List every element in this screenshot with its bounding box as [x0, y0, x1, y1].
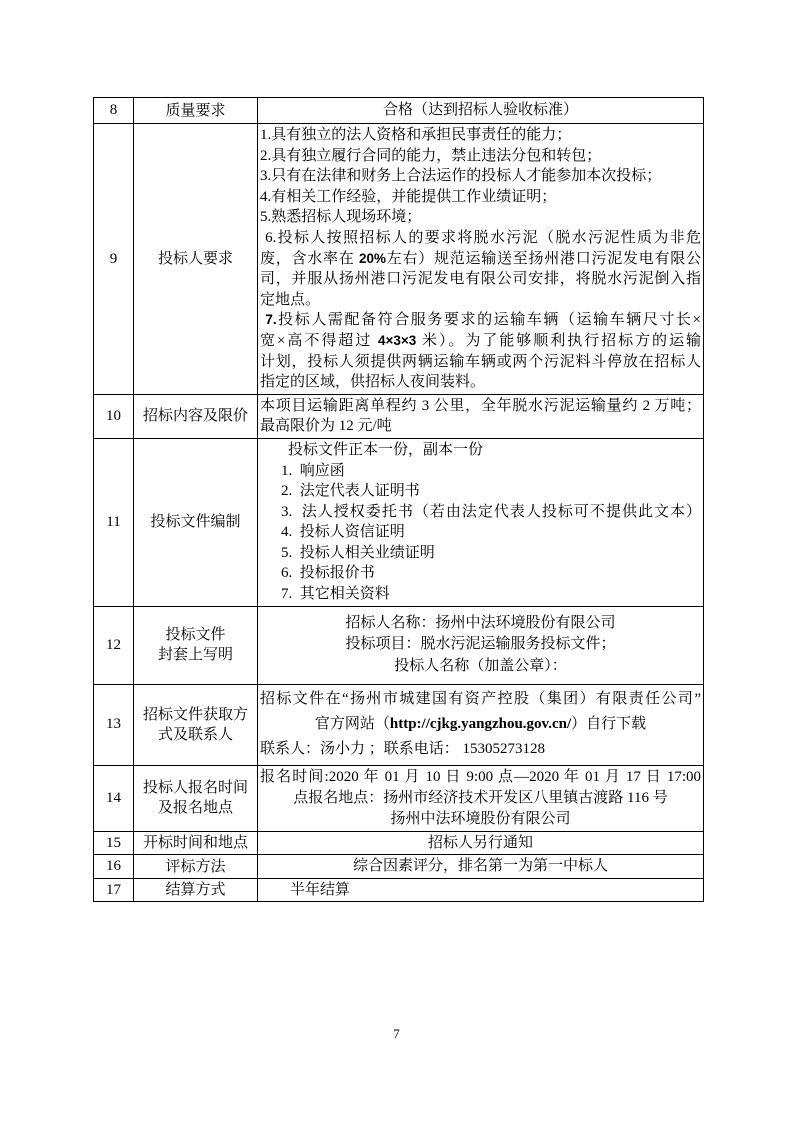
text-run: 废，含水率在 — [260, 250, 359, 267]
vehicle-dimensions-value: 4×3×3 — [377, 332, 417, 348]
registration-company-line: 扬州中法环境股份有限公司 — [390, 810, 571, 827]
bidder-requirement-line: 6.投标人按照招标人的要求将脱水污泥（脱水污泥性质为非危 — [260, 229, 701, 246]
row-content — [258, 98, 704, 124]
row-content — [258, 831, 704, 855]
row-number: 11 — [94, 438, 134, 606]
row-number: 15 — [94, 831, 134, 855]
item-number: 7. — [265, 312, 277, 328]
row-label-line: 招标文件获取方 — [142, 706, 248, 723]
bidder-requirement-line: 3.只有在法律和财务上合法运作的投标人才能参加本次投标； — [260, 168, 662, 185]
row-number: 10 — [94, 394, 134, 438]
tender-scope-line: 本项目运输距离单程约 3 公里，全年脱水污泥运输量约 2 万吨； — [260, 397, 701, 414]
row-label-line: 式及联系人 — [157, 726, 233, 743]
bidder-requirement-line: 计划，投标人须提供两辆运输车辆或两个污泥料斗停放在招标人 — [260, 353, 701, 370]
row-label — [134, 606, 258, 684]
row-content — [258, 878, 704, 902]
settlement-method-text: 半年结算 — [290, 881, 351, 898]
evaluation-method-text: 综合因素评分，排名第一为第一中标人 — [352, 858, 608, 875]
table-row-13 — [94, 684, 704, 765]
row-number: 14 — [94, 765, 134, 831]
contact-line: 联系人：汤小力 ；联系电话： 15305273128 — [260, 741, 546, 758]
table-row-8 — [94, 98, 704, 124]
table-row-10 — [94, 394, 704, 438]
envelope-project-line: 投标项目：脱水污泥运输服务投标文件； — [345, 636, 616, 653]
row-content — [258, 765, 704, 831]
row-label-line: 及报名地点 — [157, 800, 233, 817]
bidder-requirement-line: 1.具有独立的法人资格和承担民事责任的能力； — [260, 127, 572, 143]
row-label: 评标方法 — [134, 855, 258, 879]
envelope-tenderer-name-line: 招标人名称：扬州中法环境股份有限公司 — [345, 614, 616, 631]
table-row-15 — [94, 831, 704, 855]
table-row-12 — [94, 606, 704, 684]
row-number: 12 — [94, 606, 134, 684]
bid-document-item: 3. 法人授权委托书（若由法定代表人投标可不提供此文本） — [281, 503, 701, 520]
bid-document-item: 2. 法定代表人证明书 — [281, 483, 420, 500]
registration-address-line: 点报名地点：扬州市经济技术开发区八里镇古渡路 116 号 — [293, 789, 668, 806]
row-label: 投标人要求 — [134, 124, 258, 395]
bid-document-item: 7. 其它相关资料 — [281, 586, 390, 603]
table-row-17 — [94, 878, 704, 902]
bid-opening-notice-text: 招标人另行通知 — [427, 834, 533, 851]
row-content — [258, 124, 704, 395]
document-download-source-line: 招标文件在“扬州市城建国有资产控股（集团）有限责任公司” — [260, 691, 701, 708]
bid-document-item: 1. 响应函 — [281, 462, 345, 479]
bidder-requirement-line: 2.具有独立履行合同的能力，禁止违法分包和转包； — [260, 147, 602, 164]
row-label-line: 投标文件 — [165, 627, 226, 644]
bidder-requirement-line — [260, 249, 701, 270]
bidder-requirement-line: 指定的区域，供招标人夜间装料。 — [260, 374, 486, 391]
page-number: 7 — [393, 1026, 400, 1041]
row-content — [258, 394, 704, 438]
row-label: 开标时间和地点 — [134, 831, 258, 855]
text-run: 官方网站（ — [314, 716, 390, 733]
row-number: 17 — [94, 878, 134, 902]
bid-document-copies-line: 投标文件正本一份，副本一份 — [288, 441, 484, 458]
row-content — [258, 438, 704, 606]
row-label-line: 封套上写明 — [157, 647, 233, 664]
row-number: 16 — [94, 855, 134, 879]
bidder-requirement-line: 5.熟悉招标人现场环境； — [260, 209, 422, 226]
text-run: 左右）规范运输送至扬州港口污泥发电有限公 — [386, 250, 701, 267]
row-label: 结算方式 — [134, 878, 258, 902]
bid-document-item: 5. 投标人相关业绩证明 — [281, 544, 435, 561]
tender-info-table — [93, 97, 704, 902]
bidder-requirement-line: 定地点。 — [260, 291, 321, 308]
table-row-9 — [94, 124, 704, 395]
row-label-line: 投标人报名时间 — [142, 780, 248, 797]
moisture-percent-value: 20% — [359, 250, 387, 266]
row-number: 9 — [94, 124, 134, 395]
bid-document-item: 6. 投标报价书 — [281, 565, 375, 582]
registration-time-line: 报名时间:2020 年 01 月 10 日 9:00 点—2020 年 01 月 17 日 17:00 — [260, 768, 701, 785]
bid-document-item: 4. 投标人资信证明 — [281, 524, 405, 541]
table-row-14 — [94, 765, 704, 831]
table-row-16 — [94, 855, 704, 879]
row-label — [134, 684, 258, 765]
row-number: 8 — [94, 98, 134, 124]
price-cap-line: 最高限价为 12 元/吨 — [260, 418, 392, 435]
text-run: 米）。为了能够顺利执行招标方的运输 — [416, 332, 701, 349]
text-run: 投标人需配备符合服务要求的运输车辆（运输车辆尺寸长× — [276, 312, 701, 329]
text-run: ）自行下载 — [571, 716, 647, 733]
row-content — [258, 606, 704, 684]
quality-requirement-text: 合格（达到招标人验收标准） — [382, 102, 578, 119]
bidder-requirement-line: 4.有相关工作经验，并能提供工作业绩证明； — [260, 188, 557, 205]
website-url: http://cjkg.yangzhou.gov.cn/ — [389, 716, 572, 733]
row-content — [258, 684, 704, 765]
row-label: 投标文件编制 — [134, 438, 258, 606]
row-label: 招标内容及限价 — [134, 394, 258, 438]
row-label: 质量要求 — [134, 98, 258, 124]
bidder-requirement-line: 司，并服从扬州港口污泥发电有限公司安排，将脱水污泥倒入指 — [260, 271, 701, 288]
envelope-bidder-name-line: 投标人名称（加盖公章）： — [394, 657, 567, 674]
row-label — [134, 765, 258, 831]
row-content — [258, 855, 704, 879]
row-number: 13 — [94, 684, 134, 765]
table-row-11 — [94, 438, 704, 606]
bidder-requirement-line — [260, 331, 701, 352]
bidder-requirement-line — [260, 310, 701, 331]
website-line — [260, 712, 701, 737]
text-run: 宽×高不得超过 — [260, 332, 378, 349]
